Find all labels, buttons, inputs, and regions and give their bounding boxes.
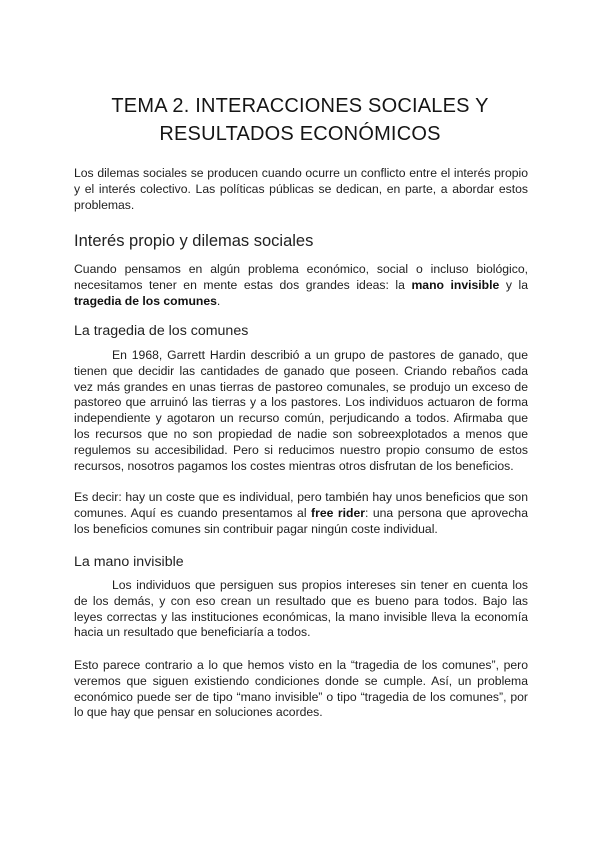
tragedy-p2-after: : una persona que aprovecha los beneficios comunes sin contribuir pagar ningún coste individual.: [74, 505, 528, 536]
subheading-tragedia: La tragedia de los comunes: [74, 323, 249, 339]
subheading-mano-invisible: La mano invisible: [74, 554, 184, 570]
title-line-1: TEMA 2. INTERACCIONES SOCIALES Y: [111, 95, 489, 117]
section1-text-end: .: [216, 293, 221, 308]
tragedy-p2-before: Es decir: hay un coste que es individual, pero también hay unos beneficios que son comunes. Aquí es cuando presentamos al: [74, 490, 528, 520]
tragedy-paragraph-1: En 1968, Garrett Hardin describió a un grupo de pastores de ganado, que tienen que decidir las cantidades de ganado que poseen. Criando rebaños cada vez más grandes en unas tierras de pastoreo comunales, se produjo un exceso de pastoreo que arruinó las tierras y a los pastores. Los individuos actuaron de forma independiente y agotaron un recurso común, perjudicando a todos. Afirmaba que los recursos que no son propiedad de nadie son sobreexplotados a menos que regulemos su accesibilidad. Pero si reducimos nuestro propio consumo de estos recursos, nosotros pagamos los costes mientras otros disfrutan de los beneficios.: [74, 348, 528, 473]
section1-text-before: Cuando pensamos en algún problema económico, social o incluso biológico, necesitamos tener en mente estas dos grandes ideas: la: [74, 262, 528, 292]
invisible-paragraph-1: Los individuos que persiguen sus propios intereses sin tener en cuenta los de los demás, y con eso crean un resultado que es bueno para todos. Bajo las leyes correctas y las instituciones económicas, la mano invisible lleva la economía hacia un resultado que beneficiaría a todos.: [74, 578, 528, 640]
bold-free-rider: free rider: [311, 505, 365, 520]
section-heading-interes-propio: Interés propio y dilemas sociales: [74, 232, 314, 250]
bold-tragedia-comunes: tragedia de los comunes: [74, 293, 217, 308]
intro-paragraph: Los dilemas sociales se producen cuando ocurre un conflicto entre el interés propio y el interés colectivo. Las políticas públicas se dedican, en parte, a abordar estos problemas.: [74, 166, 528, 212]
bold-mano-invisible: mano invisible: [411, 277, 500, 292]
document-title: [60, 92, 540, 148]
tragedy-paragraph-2: [74, 490, 528, 537]
section1-paragraph: [74, 262, 528, 309]
title-line-2: RESULTADOS ECONÓMICOS: [159, 123, 441, 145]
invisible-paragraph-2: Esto parece contrario a lo que hemos visto en la “tragedia de los comunes”, pero veremos que siguen existiendo condiciones donde se cumple. Así, un problema económico puede ser de tipo “mano invisible” o tipo “tragedia de los comunes”, por lo que hay que pensar en soluciones acordes.: [74, 658, 528, 720]
section1-text-mid: y la: [499, 277, 528, 292]
